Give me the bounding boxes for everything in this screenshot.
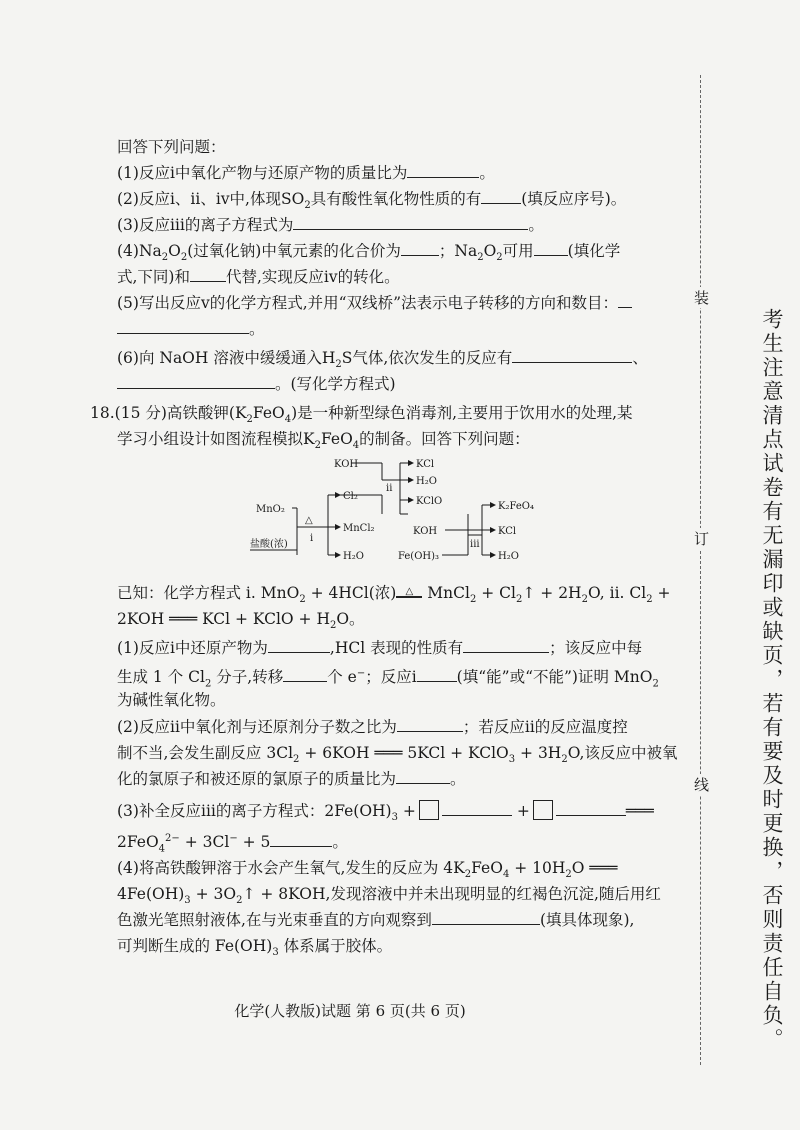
answer-blank[interactable] — [396, 769, 450, 784]
known-equation: 已知：化学方程式 ⅰ. MnO$_2$ + 4HCl(浓) △ MnCl$_2$ + $Cl_2↑ + 2H_2O$, ⅱ. $Cl_2$ + — [117, 584, 671, 606]
q18-part-4: (4)将高铁酸钾溶于水会产生氧气,发生的反应为 $4K_2FeO_4 + 10H_2O$ ═══ — [117, 859, 618, 881]
diagram-label: KOH — [413, 526, 438, 537]
q17-part-5: (5)写出反应ⅴ的化学方程式,并用“双线桥”法表示电子转移的方向和数目： — [117, 293, 677, 313]
answer-blank[interactable] — [190, 267, 226, 282]
q18-part-4-end: 可判断生成的 $Fe(OH)_3$ 体系属于胶体。 — [117, 937, 393, 959]
binding-mark-xian: 线 — [694, 776, 710, 794]
answer-blank[interactable] — [534, 241, 568, 256]
q18-part-3-cont: 2FeO$_4^{2-}$ + 3Cl− + 5 。 — [117, 833, 348, 855]
diagram-label: H₂O — [416, 476, 437, 487]
diagram-label: i — [310, 533, 314, 544]
diagram-label: MnO₂ — [256, 504, 285, 515]
q18-part-2: (2)反应ⅱ中氧化剂与还原剂分子数之比为 ；若反应ⅱ的反应温度控 — [117, 718, 628, 736]
answer-blank[interactable] — [270, 832, 332, 847]
diagram-label: Cl₂ — [343, 491, 358, 502]
known-equation-cont: 2KOH ═══ KCl + KClO + $H_2O$。 — [117, 610, 365, 632]
q17-part-2: (2)反应ⅰ、ⅱ、ⅳ中,体现$SO_2$具有酸性氧化物性质的有 (填反应序号)。 — [117, 190, 627, 212]
flow-diagram — [250, 455, 550, 567]
q18-part-4-cont2: 色激光笔照射液体,在与光束垂直的方向观察到 (填具体现象), — [117, 911, 635, 929]
answer-blank[interactable] — [432, 910, 540, 925]
answer-blank[interactable] — [397, 717, 463, 732]
q18-part-1: (1)反应ⅰ中还原产物为 ,HCl 表现的性质有 ；该反应中每 — [117, 639, 643, 657]
coefficient-box[interactable] — [533, 800, 553, 820]
q17-part-6-cont: 。(写化学方程式) — [117, 374, 677, 394]
answer-blank[interactable] — [463, 638, 549, 653]
q18-part-2-end: 化的氯原子和被还原的氯原子的质量比为 。 — [117, 770, 466, 788]
answer-blank[interactable] — [512, 348, 632, 363]
diagram-label: Fe(OH)₃ — [398, 551, 440, 562]
binding-mark-zhuang: 装 — [694, 289, 710, 307]
binding-mark-ding: 订 — [694, 530, 710, 548]
q17-part-4-cont: 式,下同)和 代替,实现反应ⅳ的转化。 — [117, 268, 400, 286]
exam-notice: 考生注意清点试卷有无漏印或缺页，若有要及时更换，否则责任自负。 — [760, 308, 784, 1052]
answer-blank[interactable] — [407, 163, 479, 178]
diagram-label: iii — [470, 539, 480, 550]
q18-part-1-end: 为碱性氧化物。 — [117, 691, 226, 709]
answer-blank[interactable] — [618, 293, 632, 308]
q18-part-2-cont: 制不当,会发生副反应 $3Cl_2 + 6KOH$ ═══ 5KCl + KClO$_3$ + $3H_2O$,该反应中被氧 — [117, 744, 678, 766]
diagram-label: KOH — [334, 459, 359, 470]
answer-blank[interactable] — [283, 667, 327, 682]
q18-intro: 18.(15 分)高铁酸钾$(K_2FeO_4)$是一种新型绿色消毒剂,主要用于饮用水的处理,某 — [90, 404, 633, 426]
diagram-label: KCl — [416, 459, 435, 470]
answer-blank[interactable] — [556, 801, 626, 816]
diagram-label: H₂O — [343, 551, 364, 562]
page-footer: 化学(人教版)试题 第 6 页(共 6 页) — [234, 1002, 466, 1020]
answer-blank[interactable] — [268, 638, 330, 653]
q17-part-5-cont: 。 — [117, 319, 677, 339]
answer-blank[interactable] — [442, 801, 512, 816]
answer-blank[interactable] — [481, 189, 521, 204]
q17-part-1: (1)反应ⅰ中氧化产物与还原产物的质量比为 。 — [117, 164, 495, 182]
q18-part-1-cont: 生成 1 个 $Cl_2$ 分子,转移 个 e−；反应ⅰ (填“能”或“不能”)证明 MnO$_2$ — [117, 668, 659, 690]
q17-part-6: (6)向 NaOH 溶液中缓缓通入$H_2S$气体,依次发生的反应有 、 — [117, 349, 648, 371]
q18-part-4-cont: $4Fe(OH)_3$ + $3O_2↑ + 8KOH$,发现溶液中并未出现明显的红褐色沉淀,随后用红 — [117, 885, 661, 907]
answer-heading: 回答下列问题： — [117, 138, 226, 156]
q18-part-3: (3)补全反应ⅲ的离子方程式：$2Fe(OH)_3$ + + ═══ — [117, 802, 654, 824]
diagram-label: MnCl₂ — [343, 523, 375, 534]
coefficient-box[interactable] — [419, 800, 439, 820]
answer-blank[interactable] — [117, 374, 275, 389]
diagram-label: 盐酸(浓) — [250, 539, 288, 550]
diagram-label: H₂O — [498, 551, 519, 562]
answer-blank[interactable] — [293, 215, 528, 230]
answer-blank[interactable] — [117, 319, 249, 334]
q17-part-3: (3)反应ⅲ的离子方程式为 。 — [117, 216, 544, 234]
diagram-label: KClO — [416, 496, 443, 507]
diagram-label: K₂FeO₄ — [498, 501, 534, 512]
diagram-label: ii — [386, 483, 393, 494]
answer-blank[interactable] — [417, 667, 457, 682]
diagram-label: KCl — [498, 526, 517, 537]
diagram-label: △ — [305, 515, 313, 526]
q17-part-4: $(4)Na_2O_2$(过氧化钠)中氧元素的化合价为 ；$Na_2O_2$可用 (填化学 — [117, 242, 621, 264]
answer-blank[interactable] — [401, 241, 439, 256]
q18-intro-cont: 学习小组设计如图流程模拟$K_2FeO_4$的制备。回答下列问题： — [117, 430, 530, 452]
binding-line — [700, 75, 701, 1065]
